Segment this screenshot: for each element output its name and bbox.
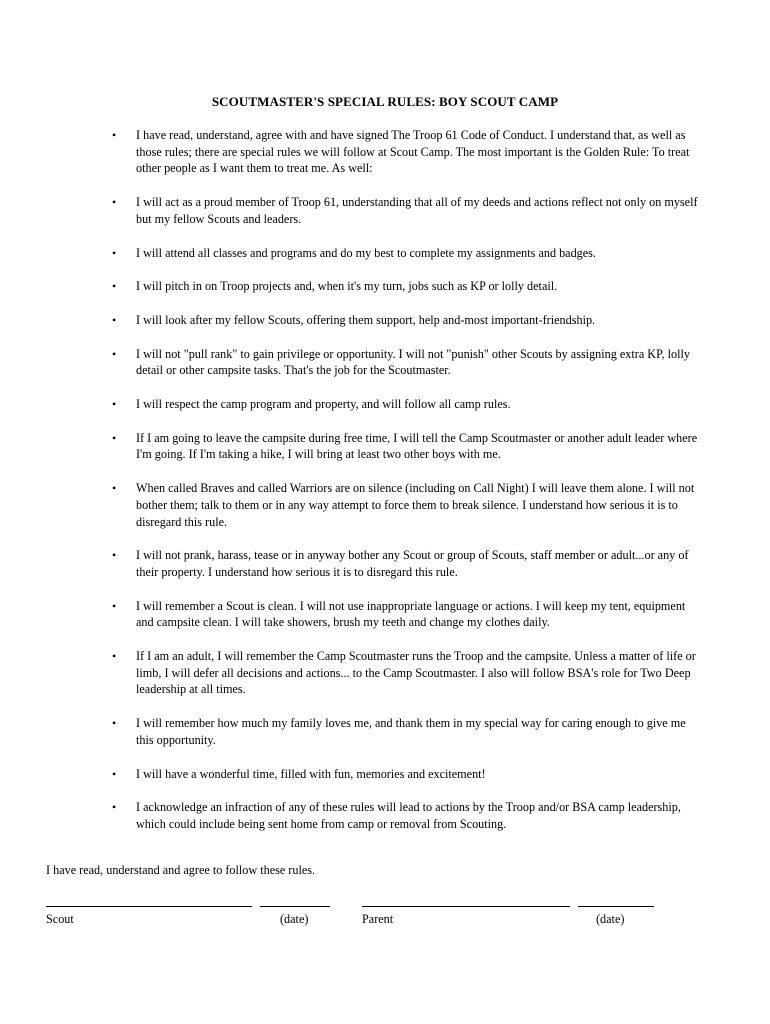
rule-item [110,799,700,832]
rule-item [110,598,700,631]
rule-text: I will not "pull rank" to gain privilege or opportunity. I will not "punish" other Scouts by assigning extra KP, lolly detail or other campsite tasks. That's the job for the Scoutmaster. [136,346,690,378]
rule-item [110,312,700,329]
rule-item [110,547,700,580]
rule-text: If I am going to leave the campsite during free time, I will tell the Camp Scoutmaster or another adult leader where I'm going. If I'm taking a hike, I will bring at least two other boys with me. [136,430,698,462]
scout-date-line [260,906,330,907]
rule-text: If I am an adult, I will remember the Camp Scoutmaster runs the Troop and the campsite. Unless a matter of life or limb, I will defer all decisions and actions... to the Camp Scoutmaster. I also will follow BSA's role for Two Deep leadership at all times. [136,649,696,697]
rule-item [110,194,700,227]
rule-item [110,278,700,295]
scout-signature-line [46,906,252,907]
rule-item [110,715,700,748]
bullet-icon: • [112,312,117,327]
rule-text: I will remember how much my family loves me, and thank them in my special way for caring enough to give me this opportunity. [136,716,686,747]
rule-text: I will not prank, harass, tease or in anyway bother any Scout or group of Scouts, staff member or adult...or any of their property. I understand how serious it is to disregard this rule. [136,548,689,579]
parent-label: Parent [362,912,394,926]
rule-text: I will look after my fellow Scouts, offering them support, help and-most important-friendship. [136,312,596,327]
rule-text: I will act as a proud member of Troop 61, understanding that all of my deeds and actions reflect not only on myself but my fellow Scouts and leaders. [136,195,698,226]
bullet-icon: • [112,245,117,260]
bullet-icon: • [112,430,117,445]
rule-item [110,766,700,783]
bullet-icon: • [112,716,117,731]
rule-text: I will have a wonderful time, filled with fun, memories and excitement! [136,766,486,781]
bullet-icon: • [112,598,117,613]
rule-text: I acknowledge an infraction of any of these rules will lead to actions by the Troop and/or BSA camp leadership, which could include being sent home from camp or removal from Scouting. [136,800,681,831]
bullet-icon: • [112,649,117,664]
rule-item [110,648,700,698]
rule-item [110,346,700,379]
rule-item [110,480,700,530]
bullet-icon: • [112,548,117,563]
bullet-icon: • [112,766,117,781]
parent-date-line [578,906,654,907]
bullet-icon: • [112,279,117,294]
parent-signature-line [362,906,570,907]
rule-text: I will remember a Scout is clean. I will not use inappropriate language or actions. I will keep my tent, equipment and campsite clean. I will take showers, brush my teeth and change my clothes daily. [136,598,686,630]
scout-date-label: (date) [280,912,309,926]
acknowledgement-text: I have read, understand and agree to follow these rules. [46,863,316,877]
document-title: SCOUTMASTER'S SPECIAL RULES: BOY SCOUT CAMP [211,94,559,109]
bullet-icon: • [112,346,117,361]
bullet-icon: • [112,128,117,142]
bullet-icon: • [112,800,117,815]
bullet-icon: • [112,195,117,210]
rule-item [110,430,700,463]
bullet-icon: • [112,481,117,496]
rule-text: I will attend all classes and programs and do my best to complete my assignments and badges. [136,245,596,260]
rule-text: I have read, understand, agree with and have signed The Troop 61 Code of Conduct. I understand that, as well as those rules; there are special rules we will follow at Scout Camp. The most important is the Golden Rule: To treat other people as I want them to treat me. As well: [136,128,690,176]
rule-text: I will pitch in on Troop projects and, when it's my turn, jobs such as KP or lolly detail. [136,279,558,294]
rule-item [110,396,700,413]
bullet-icon: • [112,397,117,412]
rule-text: I will respect the camp program and property, and will follow all camp rules. [136,397,511,412]
rule-text: When called Braves and called Warriors are on silence (including on Call Night) I will leave them alone. I will not bother them; talk to them or in any way attempt to force them to break silence. I understand how serious it is to disregard this rule. [136,481,695,529]
rules-list [110,127,700,850]
rule-item [110,127,700,177]
parent-date-label: (date) [596,912,625,926]
rule-item [110,245,700,262]
scout-label: Scout [46,912,74,926]
